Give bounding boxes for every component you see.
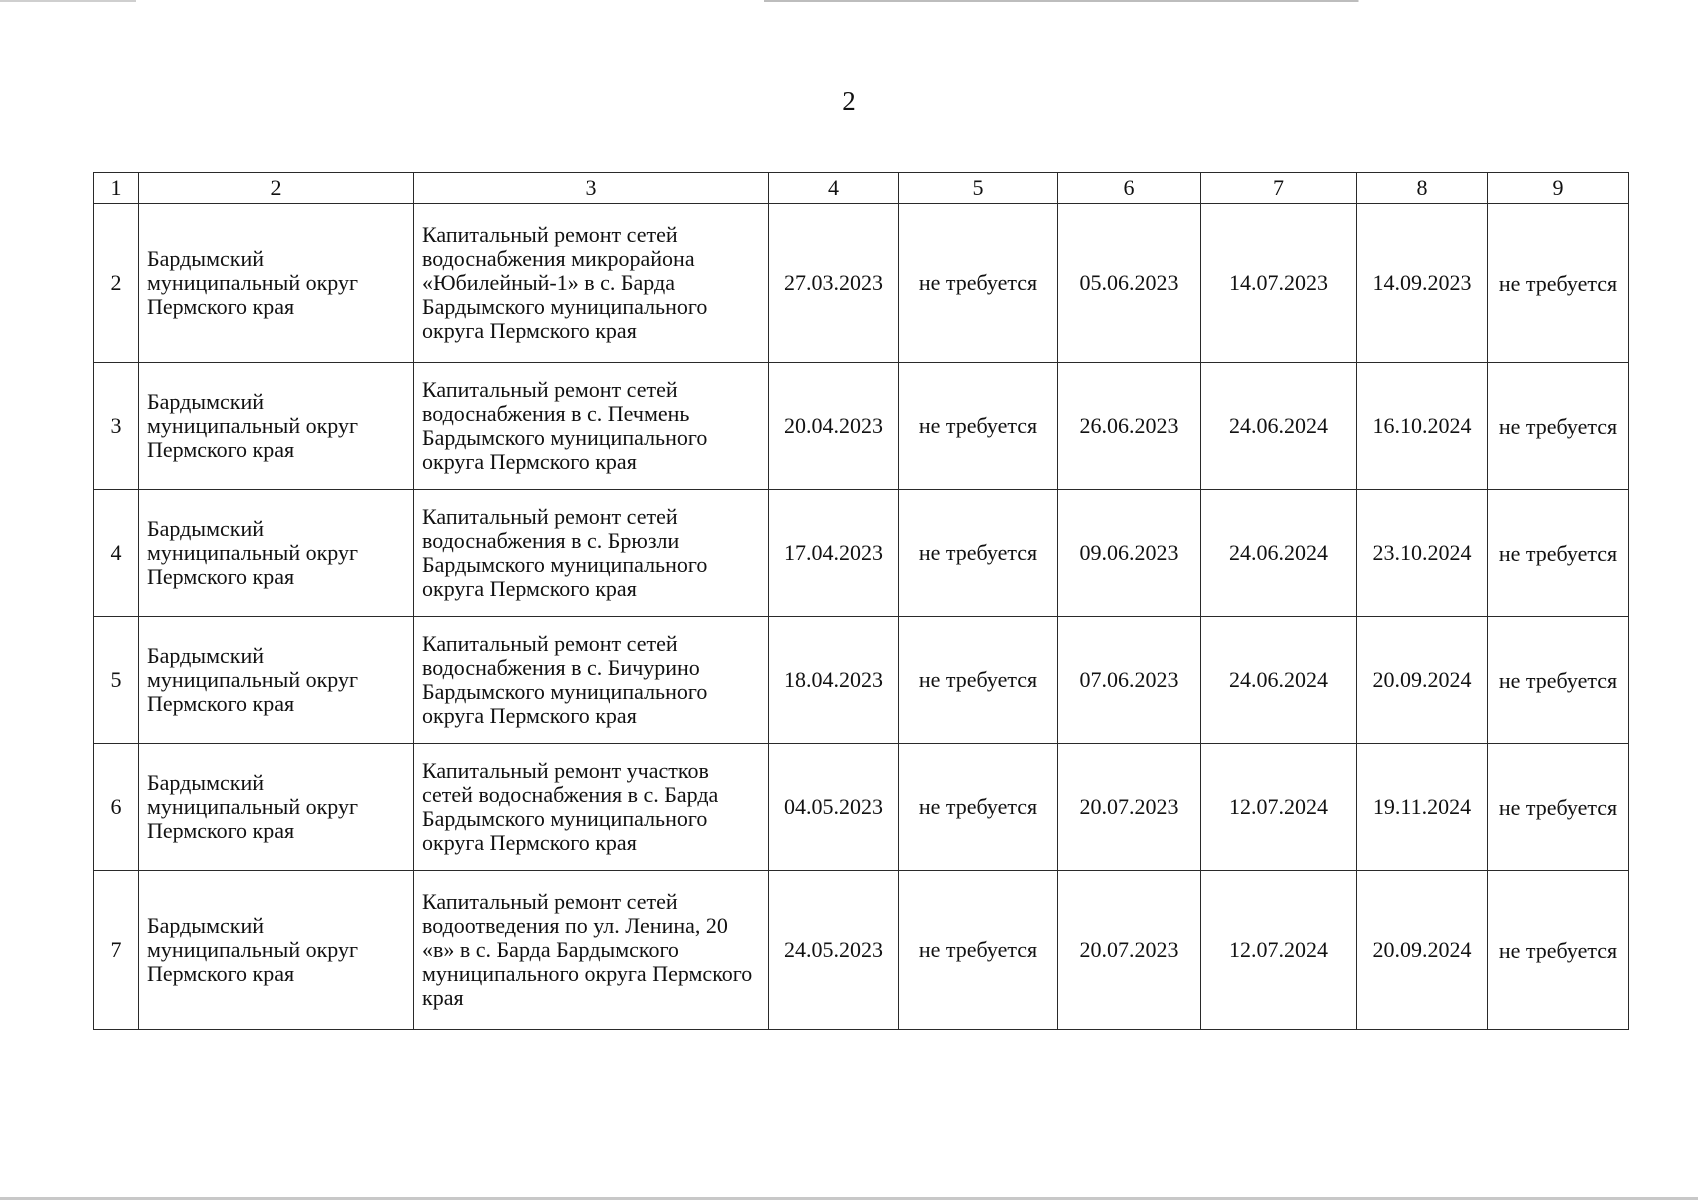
status-cell-col9: не требуется [1488,617,1629,744]
date-cell-col4: 20.04.2023 [769,363,899,490]
date-cell-col8: 19.11.2024 [1357,744,1488,871]
object-cell: Капитальный ремонт сетей водоотведения по ул. Ленина, 20 «в» в с. Барда Бардымского муниципального округа Пермского края [414,871,769,1030]
owner-cell: Бардымский муниципальный округ Пермского края [139,744,414,871]
date-cell-col7: 24.06.2024 [1201,490,1357,617]
object-cell: Капитальный ремонт сетей водоснабжения в с. Бичурино Бардымского муниципального округа Пермского края [414,617,769,744]
date-cell-col4: 17.04.2023 [769,490,899,617]
date-cell-col4: 18.04.2023 [769,617,899,744]
table-row [94,204,1629,363]
row-number: 7 [94,871,139,1030]
status-cell-col5: не требуется [899,204,1058,363]
table-row [94,490,1629,617]
date-cell-col6: 09.06.2023 [1058,490,1201,617]
date-cell-col7: 24.06.2024 [1201,617,1357,744]
schedule-table [93,172,1629,1030]
status-cell-col9: не требуется [1488,871,1629,1030]
row-number: 3 [94,363,139,490]
status-cell-col5: не требуется [899,363,1058,490]
object-cell: Капитальный ремонт сетей водоснабжения микрорайона «Юбилейный-1» в с. Барда Бардымского муниципального округа Пермского края [414,204,769,363]
owner-cell: Бардымский муниципальный округ Пермского края [139,490,414,617]
date-cell-col7: 12.07.2024 [1201,744,1357,871]
date-cell-col7: 24.06.2024 [1201,363,1357,490]
column-header: 2 [139,173,414,204]
status-cell-col9: не требуется [1488,204,1629,363]
column-header: 4 [769,173,899,204]
date-cell-col6: 26.06.2023 [1058,363,1201,490]
column-header: 6 [1058,173,1201,204]
date-cell-col8: 16.10.2024 [1357,363,1488,490]
status-cell-col5: не требуется [899,617,1058,744]
status-cell-col9: не требуется [1488,744,1629,871]
date-cell-col8: 20.09.2024 [1357,871,1488,1030]
column-header: 7 [1201,173,1357,204]
owner-cell: Бардымский муниципальный округ Пермского края [139,871,414,1030]
object-cell: Капитальный ремонт сетей водоснабжения в с. Брюзли Бардымского муниципального округа Пермского края [414,490,769,617]
owner-cell: Бардымский муниципальный округ Пермского края [139,204,414,363]
owner-cell: Бардымский муниципальный округ Пермского края [139,363,414,490]
status-cell-col9: не требуется [1488,490,1629,617]
date-cell-col7: 14.07.2023 [1201,204,1357,363]
column-header: 1 [94,173,139,204]
date-cell-col8: 20.09.2024 [1357,617,1488,744]
page-number: 2 [842,86,856,116]
date-cell-col6: 07.06.2023 [1058,617,1201,744]
date-cell-col8: 14.09.2023 [1357,204,1488,363]
table-row [94,744,1629,871]
column-header: 8 [1357,173,1488,204]
date-cell-col4: 24.05.2023 [769,871,899,1030]
object-cell: Капитальный ремонт участков сетей водоснабжения в с. Барда Бардымского муниципального округа Пермского края [414,744,769,871]
date-cell-col4: 27.03.2023 [769,204,899,363]
date-cell-col6: 20.07.2023 [1058,744,1201,871]
date-cell-col6: 05.06.2023 [1058,204,1201,363]
column-header: 3 [414,173,769,204]
column-header: 9 [1488,173,1629,204]
table-header-row [94,173,1629,204]
row-number: 6 [94,744,139,871]
owner-cell: Бардымский муниципальный округ Пермского края [139,617,414,744]
scan-edge-top [0,0,1698,2]
table-row [94,617,1629,744]
object-cell: Капитальный ремонт сетей водоснабжения в с. Печмень Бардымского муниципального округа Пермского края [414,363,769,490]
date-cell-col8: 23.10.2024 [1357,490,1488,617]
status-cell-col5: не требуется [899,744,1058,871]
date-cell-col6: 20.07.2023 [1058,871,1201,1030]
row-number: 5 [94,617,139,744]
date-cell-col4: 04.05.2023 [769,744,899,871]
row-number: 2 [94,204,139,363]
table-row [94,871,1629,1030]
column-header: 5 [899,173,1058,204]
status-cell-col5: не требуется [899,871,1058,1030]
table-row [94,363,1629,490]
date-cell-col7: 12.07.2024 [1201,871,1357,1030]
status-cell-col9: не требуется [1488,363,1629,490]
status-cell-col5: не требуется [899,490,1058,617]
row-number: 4 [94,490,139,617]
